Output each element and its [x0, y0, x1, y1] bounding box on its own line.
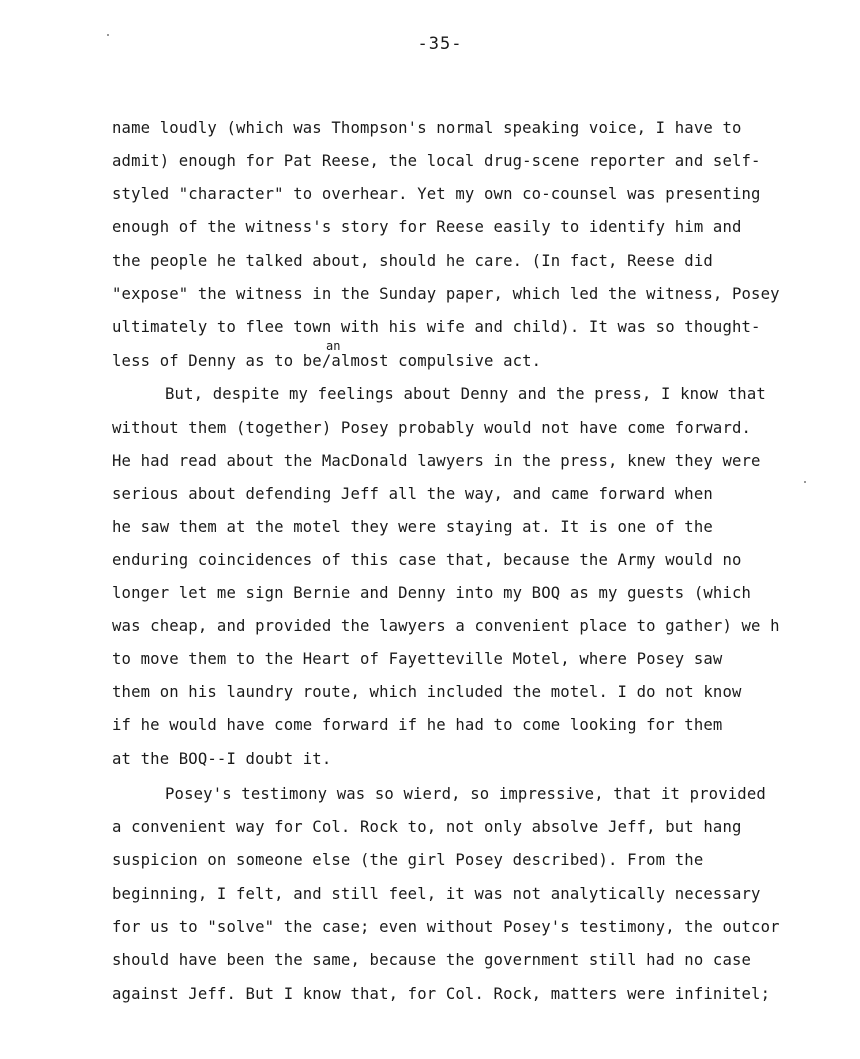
text-line: at the BOQ--I doubt it.: [112, 750, 332, 768]
text-line: against Jeff. But I know that, for Col. Rock, matters were infinitel;: [112, 985, 771, 1003]
text-line: was cheap, and provided the lawyers a convenient place to gather) we h: [112, 617, 780, 635]
scan-speck: [107, 34, 109, 36]
text-line: ultimately to flee town with his wife and child). It was so thought-: [112, 318, 761, 336]
text-line: them on his laundry route, which included the motel. I do not know: [112, 683, 742, 701]
text-line: suspicion on someone else (the girl Posey described). From the: [112, 851, 704, 869]
text-line: the people he talked about, should he care. (In fact, Reese did: [112, 252, 713, 270]
page-number: -35-: [417, 34, 463, 54]
scan-speck: [804, 481, 806, 483]
text-line: name loudly (which was Thompson's normal speaking voice, I have to: [112, 119, 742, 137]
text-line: admit) enough for Pat Reese, the local drug-scene reporter and self-: [112, 152, 761, 170]
text-line: But, despite my feelings about Denny and the press, I know that: [165, 385, 766, 403]
text-line: he saw them at the motel they were staying at. It is one of the: [112, 518, 713, 536]
text-line: serious about defending Jeff all the way, and came forward when: [112, 485, 713, 503]
text-line: styled "character" to overhear. Yet my own co-counsel was presenting: [112, 185, 761, 203]
text-line: enduring coincidences of this case that, because the Army would no: [112, 551, 742, 569]
text-line: should have been the same, because the government still had no case: [112, 951, 752, 969]
text-line: less of Denny as to be/almost compulsive act.: [112, 352, 542, 370]
text-line: for us to "solve" the case; even without Posey's testimony, the outcor: [112, 918, 780, 936]
text-line: beginning, I felt, and still feel, it was not analytically necessary: [112, 885, 761, 903]
text-line: to move them to the Heart of Fayetteville Motel, where Posey saw: [112, 650, 723, 668]
interlinear-insertion: an: [326, 339, 341, 353]
text-line: a convenient way for Col. Rock to, not only absolve Jeff, but hang: [112, 818, 742, 836]
text-line: if he would have come forward if he had to come looking for them: [112, 716, 723, 734]
text-line: longer let me sign Bernie and Denny into my BOQ as my guests (which: [112, 584, 752, 602]
text-line: enough of the witness's story for Reese easily to identify him and: [112, 218, 742, 236]
text-line: "expose" the witness in the Sunday paper, which led the witness, Posey: [112, 285, 780, 303]
text-line: without them (together) Posey probably would not have come forward.: [112, 419, 752, 437]
text-line: He had read about the MacDonald lawyers in the press, knew they were: [112, 452, 761, 470]
text-line: Posey's testimony was so wierd, so impressive, that it provided: [165, 785, 766, 803]
